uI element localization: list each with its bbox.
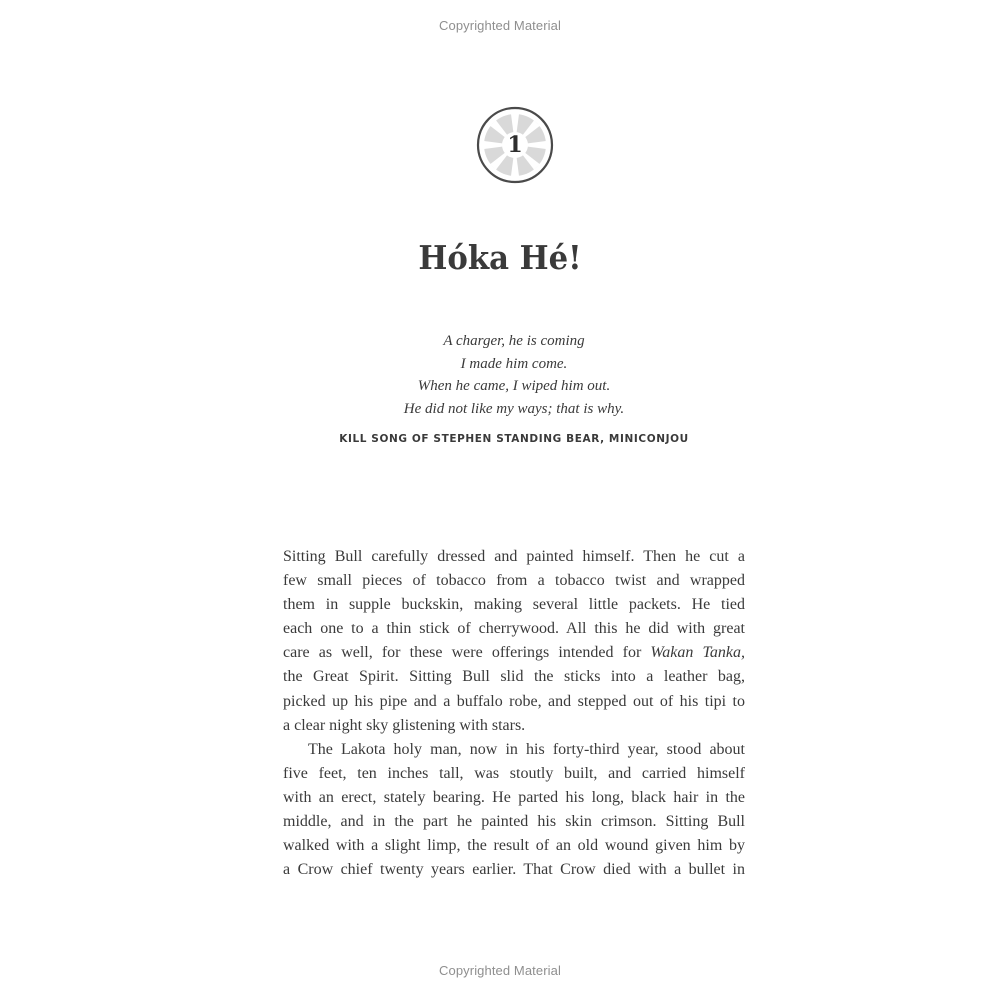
body-line: few small pieces of tobacco from a tobacco twist and wrapped bbox=[283, 572, 745, 590]
epigraph-line: A charger, he is coming bbox=[443, 333, 585, 349]
wakan-tanka-term: Wakan Tanka, bbox=[650, 644, 746, 662]
body-line-text: care as well, for these were offerings intended for bbox=[283, 644, 642, 662]
chapter-title: Hóka Hé! bbox=[418, 238, 582, 277]
body-line: Sitting Bull carefully dressed and painted himself. Then he cut a bbox=[283, 548, 745, 565]
epigraph-line: He did not like my ways; that is why. bbox=[403, 400, 625, 417]
body-line: each one to a thin stick of cherrywood. All this he did with great bbox=[283, 620, 745, 638]
epigraph-line: When he came, I wiped him out. bbox=[417, 378, 611, 394]
body-line bbox=[283, 641, 745, 665]
body-line: a clear night sky glistening with stars. bbox=[283, 716, 526, 734]
epigraph-line: I made him come. bbox=[460, 355, 568, 372]
chapter-badge bbox=[476, 106, 554, 184]
body-line: with an erect, stately bearing. He parted his long, black hair in the bbox=[283, 788, 745, 806]
copyright-watermark-top: Copyrighted Material bbox=[439, 18, 561, 33]
body-line: middle, and in the part he painted his skin crimson. Sitting Bull bbox=[283, 813, 745, 831]
epigraph-attribution: KILL SONG OF STEPHEN STANDING BEAR, MINICONJOU bbox=[339, 433, 689, 445]
body-line: them in supple buckskin, making several little packets. He tied bbox=[283, 596, 745, 614]
epigraph bbox=[0, 330, 1000, 420]
body-line: a Crow chief twenty years earlier. That Crow died with a bullet in bbox=[283, 861, 745, 879]
body-line: picked up his pipe and a buffalo robe, and stepped out of his tipi to bbox=[283, 692, 745, 710]
body-line: walked with a slight limp, the result of an old wound given him by bbox=[283, 837, 745, 855]
body-line: The Lakota holy man, now in his forty-third year, stood about bbox=[308, 740, 745, 758]
chapter-number: 1 bbox=[507, 132, 523, 158]
body-line: the Great Spirit. Sitting Bull slid the sticks into a leather bag, bbox=[283, 668, 745, 686]
body-line: five feet, ten inches tall, was stoutly built, and carried himself bbox=[283, 764, 745, 782]
body-text bbox=[283, 545, 745, 882]
copyright-watermark-bottom: Copyrighted Material bbox=[439, 963, 561, 978]
